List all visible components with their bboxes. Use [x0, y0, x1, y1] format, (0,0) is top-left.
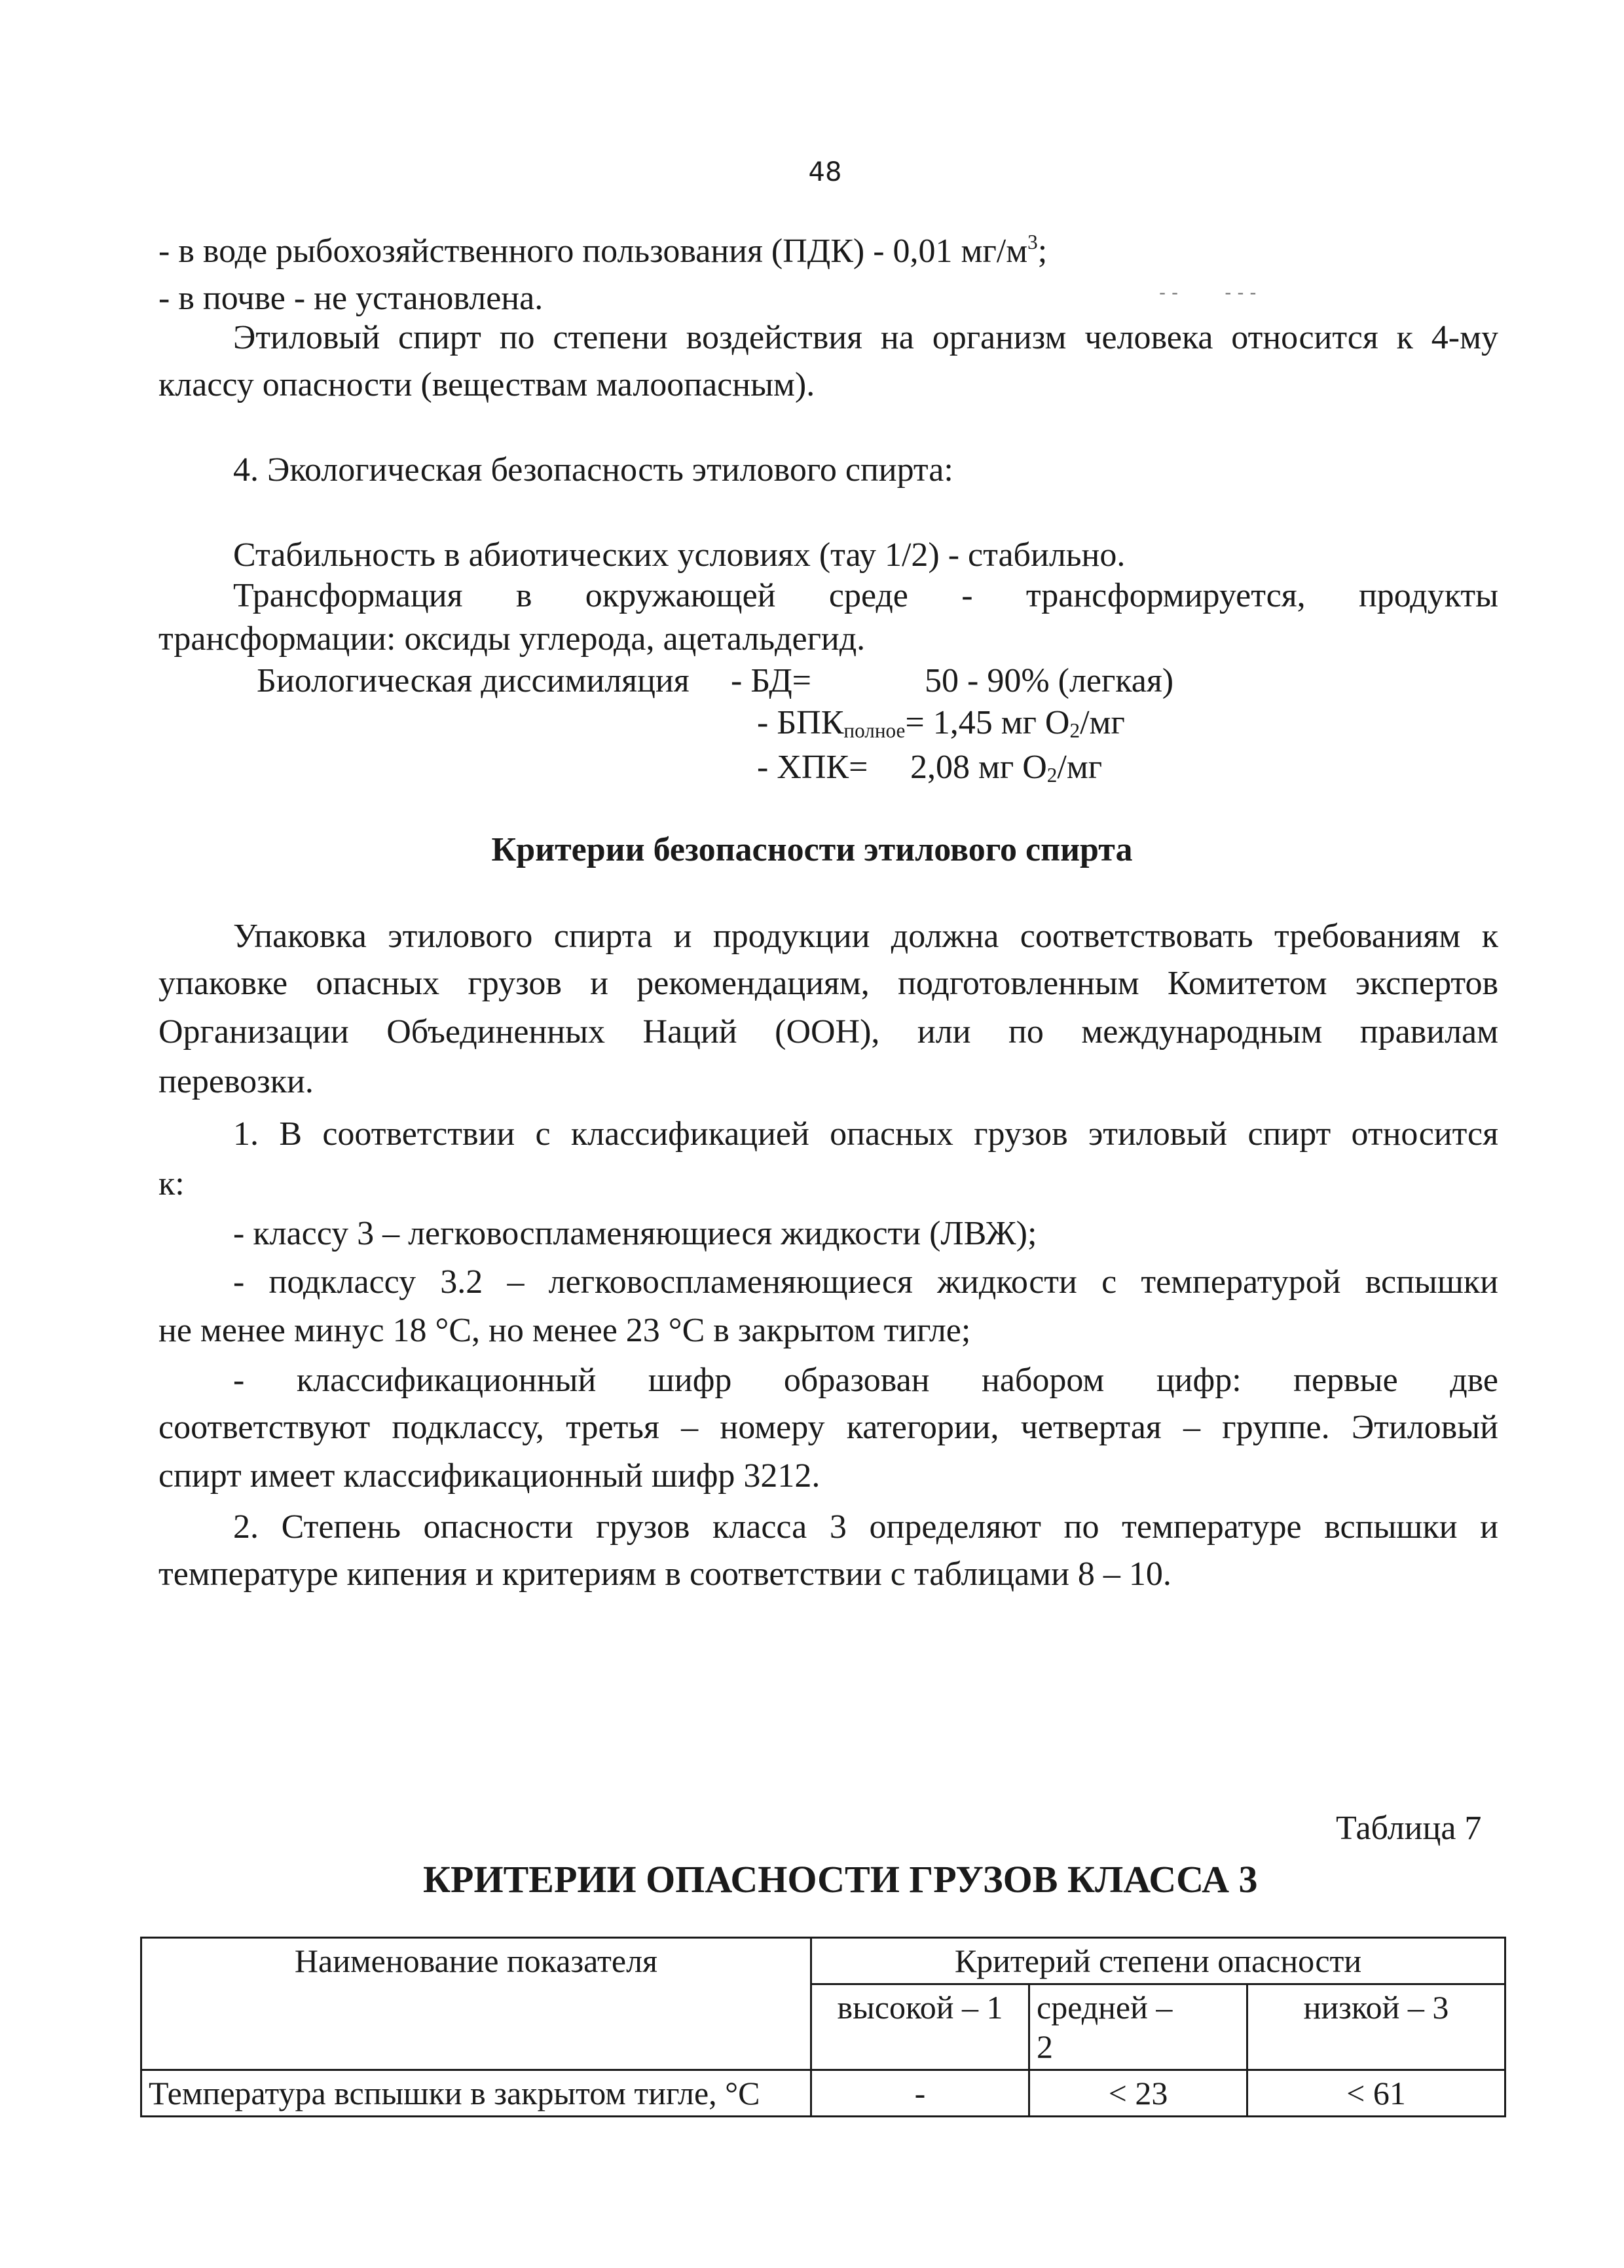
table-header-cell-text: высокой – 1 [837, 1989, 1003, 2026]
text-segment: = 1,45 мг О [905, 704, 1070, 741]
criteria-table [140, 1937, 1506, 2117]
paragraph-line: не менее минус 18 °С, но менее 23 °С в закрытом тигле; [158, 1312, 971, 1349]
text-segment: - БПК [757, 704, 844, 741]
text-segment: - БД= [731, 662, 811, 699]
subscript: 2 [1069, 719, 1080, 742]
text-line: классу опасности (веществам малоопасным). [158, 366, 815, 403]
table-header-cell-text: Наименование показателя [294, 1943, 658, 1979]
table-cell-text: < 23 [1108, 2075, 1168, 2111]
text-line: - в почве - не установлена. [158, 280, 544, 317]
paragraph-line: температуре кипения и критериям в соответствии с таблицами 8 – 10. [158, 1555, 1172, 1593]
paragraph-line: Упаковка этилового спирта и продукции должна соответствовать требованиям к [233, 918, 1498, 955]
text-segment: - в воде рыбохозяйственного пользования (ПДК) - 0,01 мг/м [158, 232, 1028, 270]
criteria-heading: Критерии безопасности этилового спирта [491, 831, 1133, 868]
text-segment: 2,08 мг О [910, 749, 1047, 786]
paragraph-line: упаковке опасных грузов и рекомендациям, подготовленным Комитетом экспертов [158, 965, 1498, 1002]
table-header-cell-text: 2 [1037, 2028, 1053, 2065]
subscript: полное [843, 719, 906, 742]
text-line: трансформации: оксиды углерода, ацетальдегид. [158, 620, 866, 658]
paragraph-line: перевозки. [158, 1063, 314, 1100]
table-header-cell [811, 1938, 1505, 1984]
text-line: Трансформация в окружающей среде - трансформируется, продукты [233, 577, 1498, 614]
text-line [757, 747, 868, 789]
paragraph-line: к: [158, 1165, 185, 1202]
text-line [757, 702, 1125, 744]
table-row [141, 2070, 1505, 2117]
table-cell [1029, 2070, 1247, 2117]
subscript: 2 [1046, 764, 1058, 787]
table-cell-text: < 61 [1346, 2075, 1406, 2111]
table-cell [1247, 2070, 1505, 2117]
paragraph-line: спирт имеет классификационный шифр 3212. [158, 1457, 821, 1495]
text-segment: /мг [1057, 749, 1103, 786]
scan-smudge: ‐ ‐ ‐ ‐ ‐ [1159, 282, 1257, 303]
table-header-cell-text: Критерий степени опасности [954, 1943, 1362, 1979]
table-header-cell [811, 1984, 1029, 2070]
table-label: Таблица 7 [1336, 1810, 1482, 1847]
paragraph-line: 1. В соответствии с классификацией опасных грузов этиловый спирт относится [233, 1115, 1498, 1153]
page-number: 48 [808, 157, 842, 187]
table-header-cell-text: низкой – 3 [1303, 1989, 1449, 2026]
paragraph-line: Организации Объединенных Наций (ООН), или по международным правилам [158, 1013, 1498, 1050]
table-header-cell [141, 1938, 811, 2070]
text-segment: 50 - 90% (легкая) [925, 662, 1174, 699]
table-title: КРИТЕРИИ ОПАСНОСТИ ГРУЗОВ КЛАССА 3 [423, 1858, 1258, 1901]
table-cell [141, 2070, 811, 2117]
paragraph-line: - классу 3 – легковоспламеняющиеся жидкости (ЛВЖ); [233, 1215, 1037, 1252]
section-heading: 4. Экологическая безопасность этилового спирта: [233, 451, 953, 489]
text-line [158, 231, 1047, 272]
table-cell-text: Температура вспышки в закрытом тигле, °С [149, 2075, 760, 2111]
text-line: Стабильность в абиотических условиях (тау 1/2) - стабильно. [233, 536, 1126, 574]
paragraph-line: соответствуют подклассу, третья – номеру категории, четвертая – группе. Этиловый [158, 1409, 1498, 1446]
table-cell [811, 2070, 1029, 2117]
paragraph-line: - классификационный шифр образован набором цифр: первые две [233, 1362, 1498, 1399]
paragraph-line: 2. Степень опасности грузов класса 3 определяют по температуре вспышки и [233, 1508, 1498, 1546]
paragraph-line: - подклассу 3.2 – легковоспламеняющиеся жидкости с температурой вспышки [233, 1263, 1498, 1301]
text-line: Этиловый спирт по степени воздействия на организм человека относится к 4-му [233, 319, 1498, 356]
text-line [910, 747, 1102, 789]
table-cell-text: - [914, 2075, 926, 2111]
text-segment: Биологическая диссимиляция [257, 662, 690, 699]
table-header-cell-text: средней – [1037, 1989, 1173, 2026]
text-line [257, 660, 690, 702]
text-segment: /мг [1080, 704, 1125, 741]
table-header-cell [1247, 1984, 1505, 2070]
table-header-cell [1029, 1984, 1247, 2070]
table-header-row [141, 1938, 1505, 1984]
superscript: 3 [1027, 231, 1038, 253]
text-segment: - ХПК= [757, 749, 868, 786]
text-segment: ; [1037, 232, 1048, 270]
